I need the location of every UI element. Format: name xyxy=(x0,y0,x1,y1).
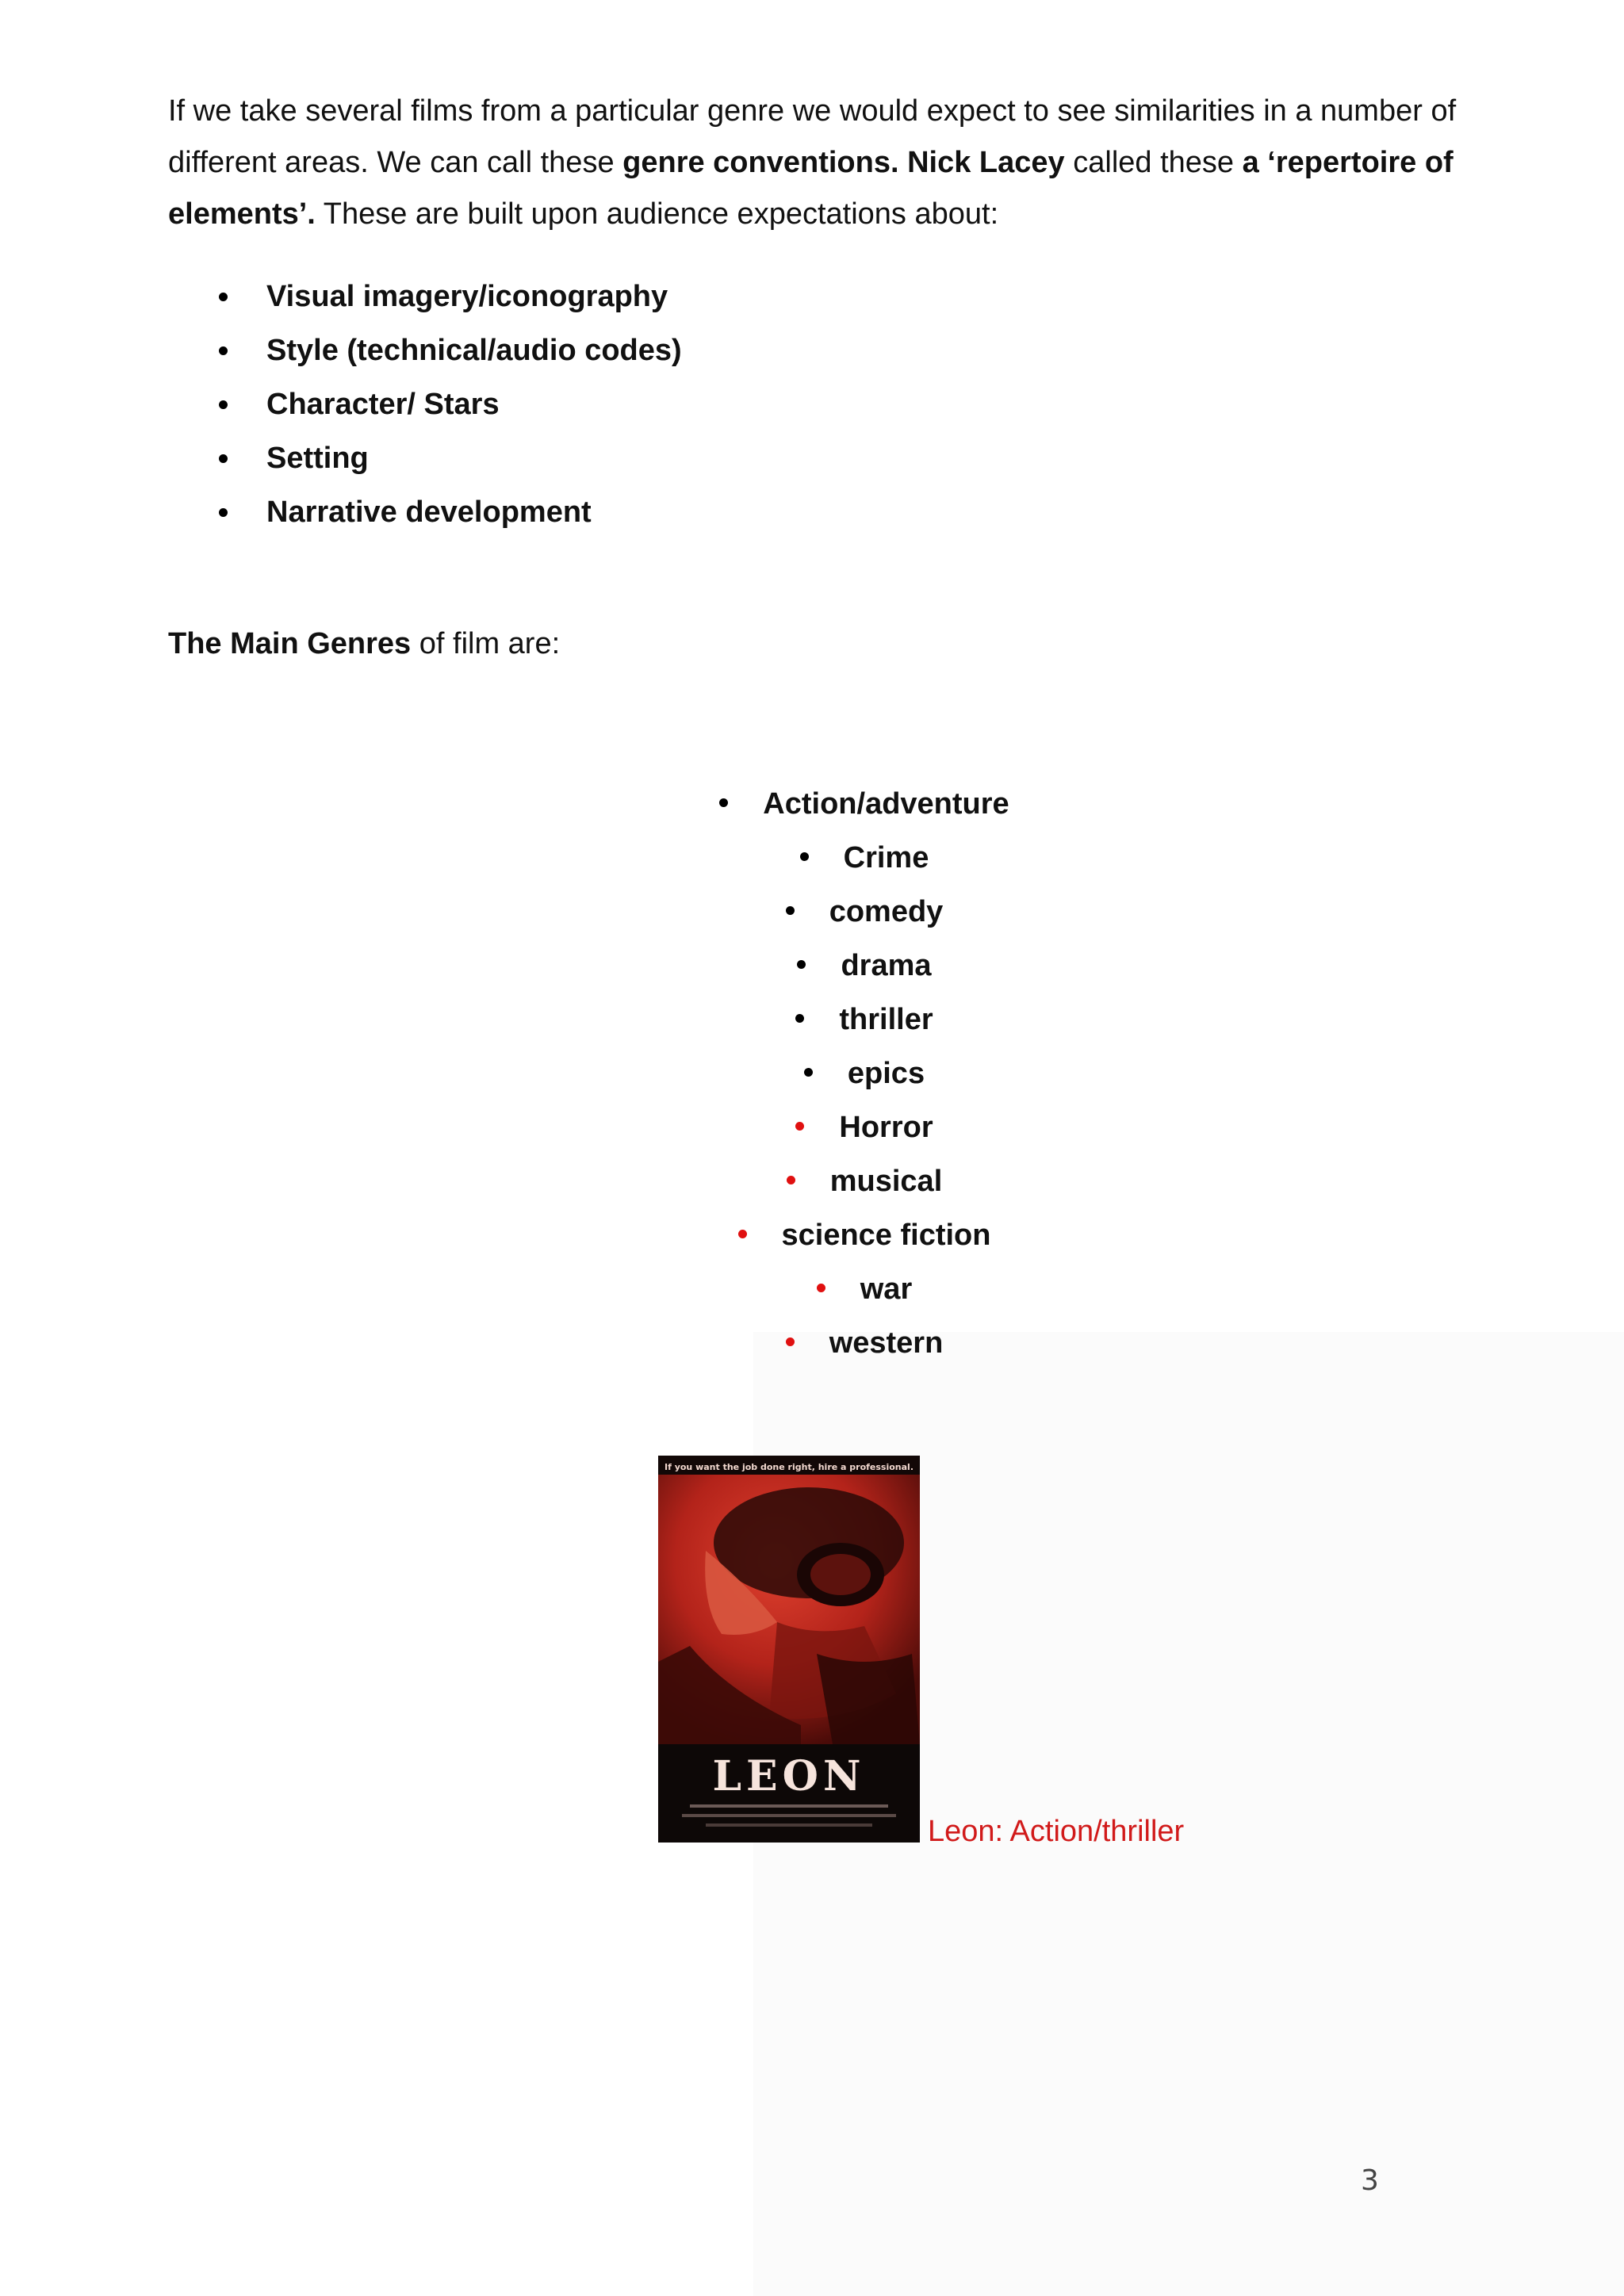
intro-paragraph xyxy=(168,86,1469,240)
genre-label: western xyxy=(829,1326,944,1360)
poster-caption: Leon: Action/thriller xyxy=(928,1815,1185,1848)
convention-label: Character/ Stars xyxy=(266,388,500,421)
convention-label: Setting xyxy=(266,442,369,475)
genre-label: thriller xyxy=(839,1003,933,1036)
genre-item xyxy=(396,1154,1332,1208)
intro-space xyxy=(899,146,908,179)
intro-text-3: These are built upon audience expectations about: xyxy=(315,197,999,231)
genre-label: drama xyxy=(841,949,932,982)
genre-item xyxy=(396,831,1332,885)
conventions-list xyxy=(168,270,682,539)
bullet-icon xyxy=(804,1068,813,1077)
genre-label: science fiction xyxy=(781,1219,991,1252)
bullet-icon xyxy=(800,852,809,861)
bullet-icon xyxy=(797,960,806,969)
leon-poster xyxy=(658,1456,920,1843)
genre-item xyxy=(396,777,1332,831)
genre-item xyxy=(396,1100,1332,1154)
convention-item xyxy=(168,377,682,431)
convention-label: Narrative development xyxy=(266,496,592,529)
term-genre-conventions: genre conventions. xyxy=(622,146,899,179)
main-genres-bold: The Main Genres xyxy=(168,627,412,660)
genre-item xyxy=(396,885,1332,939)
bullet-icon xyxy=(219,400,228,409)
red-bullet-icon xyxy=(738,1230,747,1238)
convention-item xyxy=(168,431,682,485)
genres-list xyxy=(396,777,1332,1370)
bullet-icon xyxy=(219,293,228,301)
intro-text-2: called these xyxy=(1064,146,1243,179)
main-genres-heading xyxy=(168,618,560,670)
bullet-icon xyxy=(719,798,728,807)
convention-label: Style (technical/audio codes) xyxy=(266,334,682,367)
genre-label: comedy xyxy=(829,895,944,928)
red-bullet-icon xyxy=(786,1337,795,1346)
genre-item xyxy=(396,1316,1332,1370)
convention-label: Visual imagery/iconography xyxy=(266,280,668,313)
bullet-icon xyxy=(219,346,228,355)
convention-item xyxy=(168,270,682,323)
author-nick-lacey: Nick Lacey xyxy=(907,146,1065,179)
genre-label: Horror xyxy=(839,1111,933,1144)
red-bullet-icon xyxy=(817,1284,825,1292)
poster-title: LEON xyxy=(712,1752,866,1800)
genre-label: Action/adventure xyxy=(763,787,1009,821)
genre-label: war xyxy=(860,1272,913,1306)
bullet-icon xyxy=(219,454,228,463)
red-bullet-icon xyxy=(787,1176,795,1184)
genre-item xyxy=(396,1047,1332,1100)
main-genres-rest: of film are: xyxy=(411,627,561,660)
genre-item xyxy=(396,993,1332,1047)
convention-item xyxy=(168,323,682,377)
intro-text-1: If we take several films from a particular genre we would expect to see similarities in a number of different areas. We can call these xyxy=(168,94,1457,179)
page-number: 3 xyxy=(1361,2164,1379,2197)
term-repertoire: a ‘repertoire of elements’. xyxy=(168,146,1454,231)
genre-item xyxy=(396,1262,1332,1316)
genre-item xyxy=(396,939,1332,993)
bullet-icon xyxy=(786,906,795,915)
genre-label: epics xyxy=(847,1057,925,1090)
genre-label: musical xyxy=(829,1165,943,1198)
red-bullet-icon xyxy=(795,1122,804,1131)
genre-label: Crime xyxy=(843,841,929,874)
bullet-icon xyxy=(795,1014,804,1023)
convention-item xyxy=(168,485,682,539)
bullet-icon xyxy=(219,508,228,517)
poster-tagline: If you want the job done right, hire a professional. xyxy=(664,1462,914,1472)
genre-item xyxy=(396,1208,1332,1262)
